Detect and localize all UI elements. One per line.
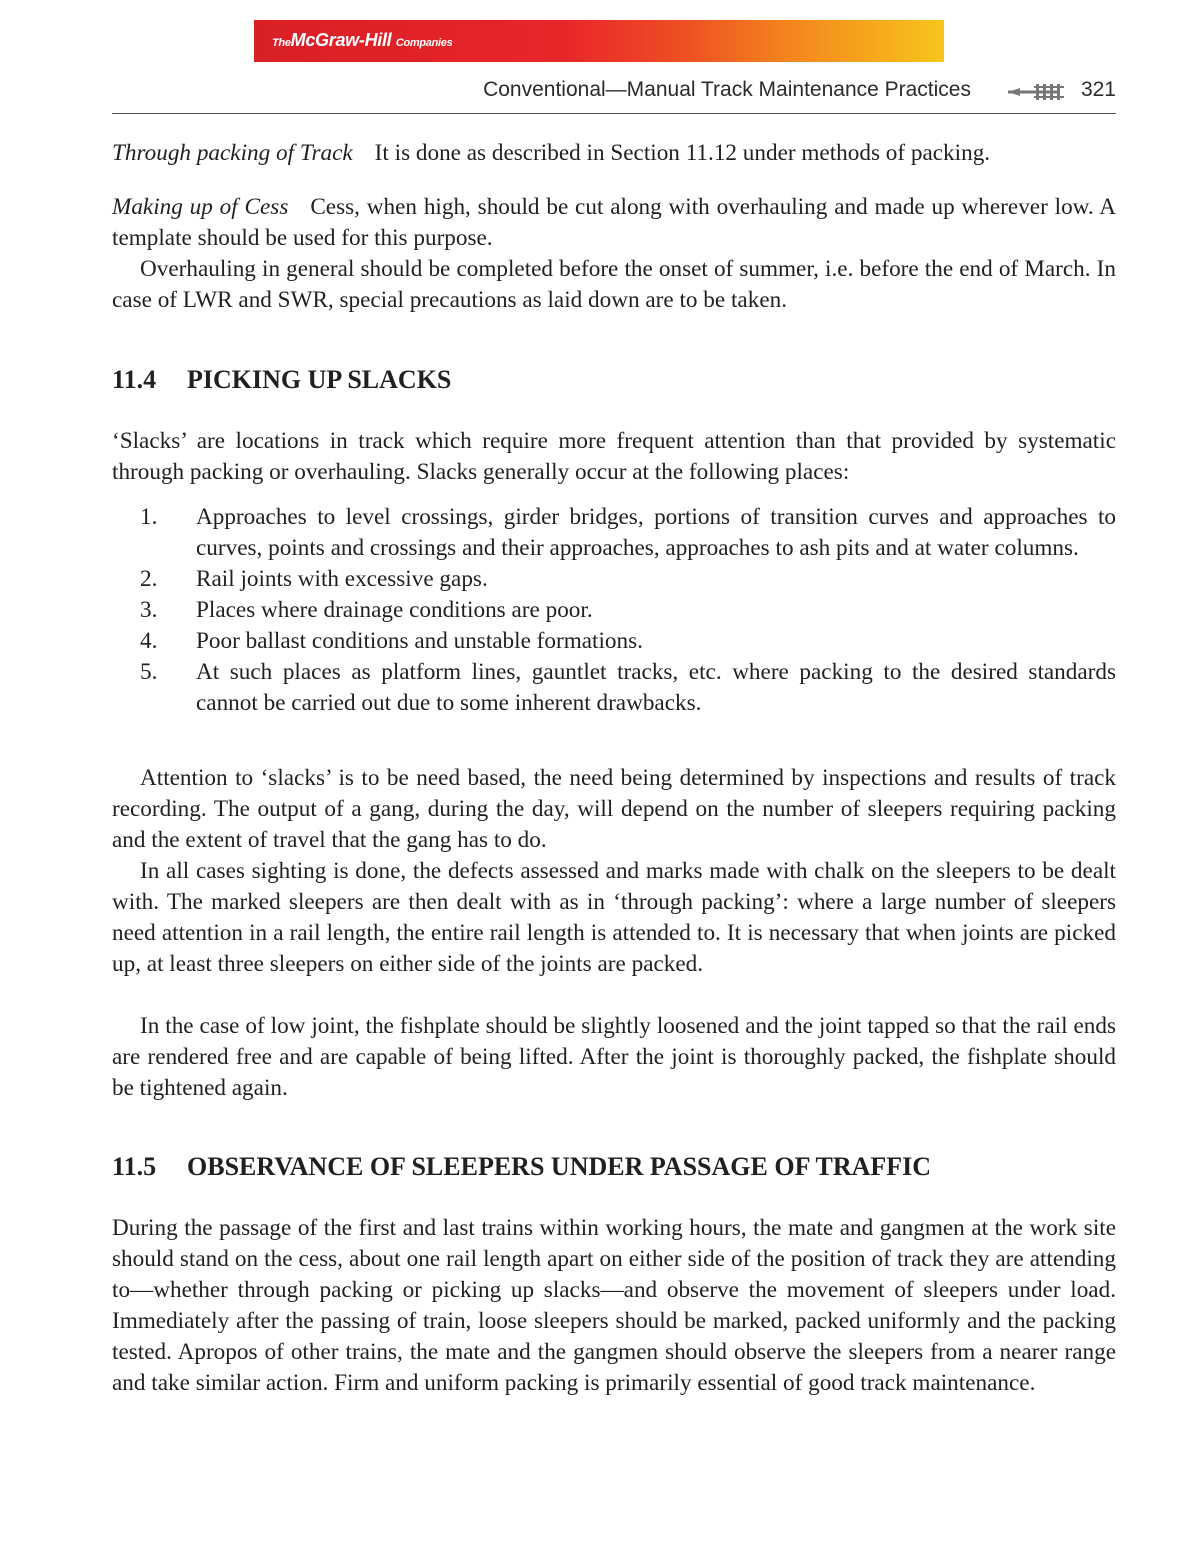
list-item: 3. Places where drainage conditions are poor.: [140, 597, 593, 623]
overhauling-paragraph: Overhauling in general should be completed before the onset of summer, i.e. before the end of March. In case of LWR and SWR, special precautions as laid down are to be taken.: [112, 256, 1116, 313]
slacks-list: [112, 502, 1116, 719]
list-item: 5. At such places as platform lines, gauntlet tracks, etc. where packing to the desired standards cannot be carried out due to some inherent drawbacks.: [140, 659, 1116, 716]
body-paragraph: During the passage of the first and last trains within working hours, the mate and gangmen at the work site should stand on the cess, about one rail length apart on either side of the position of track they are attending to—whether through packing or picking up slacks—and observe the movement of sleepers under load. Immediately after the passing of train, loose sleepers should be marked, packed uniformly and the packing tested. Apropos of other trains, the mate and the gangmen should observe the sleepers from a nearer range and take similar action. Firm and uniform packing is primarily essential of good track maintenance.: [112, 1215, 1116, 1396]
slacks-intro-paragraph: ‘Slacks’ are locations in track which require more frequent attention than that provided by systematic through packing or overhauling. Slacks generally occur at the following places:: [112, 428, 1116, 485]
page-number: 321: [1080, 78, 1116, 101]
publisher-banner: [254, 20, 944, 62]
body-paragraph: In all cases sighting is done, the defects assessed and marks made with chalk on the sleepers to be dealt with. The marked sleepers are then dealt with as in ‘through packing’: where a large number of sleepers need attention in a rail length, the entire rail length is attended to. It is necessary that when joints are picked up, at least three sleepers on either side of the joints are packed.: [112, 858, 1116, 977]
publisher-logo: TheMcGraw-Hill Companies: [272, 30, 453, 50]
section-heading-11-5: 11.5 OBSERVANCE OF SLEEPERS UNDER PASSAGE OF TRAFFIC: [112, 1152, 932, 1181]
through-packing-paragraph: Through packing of Track It is done as described in Section 11.12 under methods of packing.: [112, 140, 991, 166]
rail-track-icon: [1006, 82, 1066, 102]
running-title: Conventional—Manual Track Maintenance Practices: [483, 78, 971, 101]
body-paragraph: Attention to ‘slacks’ is to be need based, the need being determined by inspections and results of track recording. The output of a gang, during the day, will depend on the number of sleepers requiring packing and the extent of travel that the gang has to do.: [112, 765, 1116, 853]
list-item: 4. Poor ballast conditions and unstable formations.: [140, 628, 643, 654]
running-head: [112, 78, 1116, 108]
header-rule: [112, 113, 1116, 114]
body-paragraph: In the case of low joint, the fishplate should be slightly loosened and the joint tapped so that the rail ends are rendered free and are capable of being lifted. After the joint is thoroughly packed, the fishplate should be tightened again.: [112, 1013, 1116, 1101]
run-in-heading: Through packing of Track: [112, 140, 353, 166]
run-in-heading: Making up of Cess: [112, 194, 289, 220]
list-item: 2. Rail joints with excessive gaps.: [140, 566, 488, 592]
section-heading-11-4: 11.4 PICKING UP SLACKS: [112, 365, 452, 394]
list-item: 1. Approaches to level crossings, girder bridges, portions of transition curves and approaches to curves, points and crossings and their approaches, approaches to ash pits and at water columns.: [140, 504, 1116, 561]
making-up-cess-paragraph: Making up of Cess Cess, when high, should be cut along with overhauling and made up wherever low. A template should be used for this purpose.: [112, 194, 1116, 251]
